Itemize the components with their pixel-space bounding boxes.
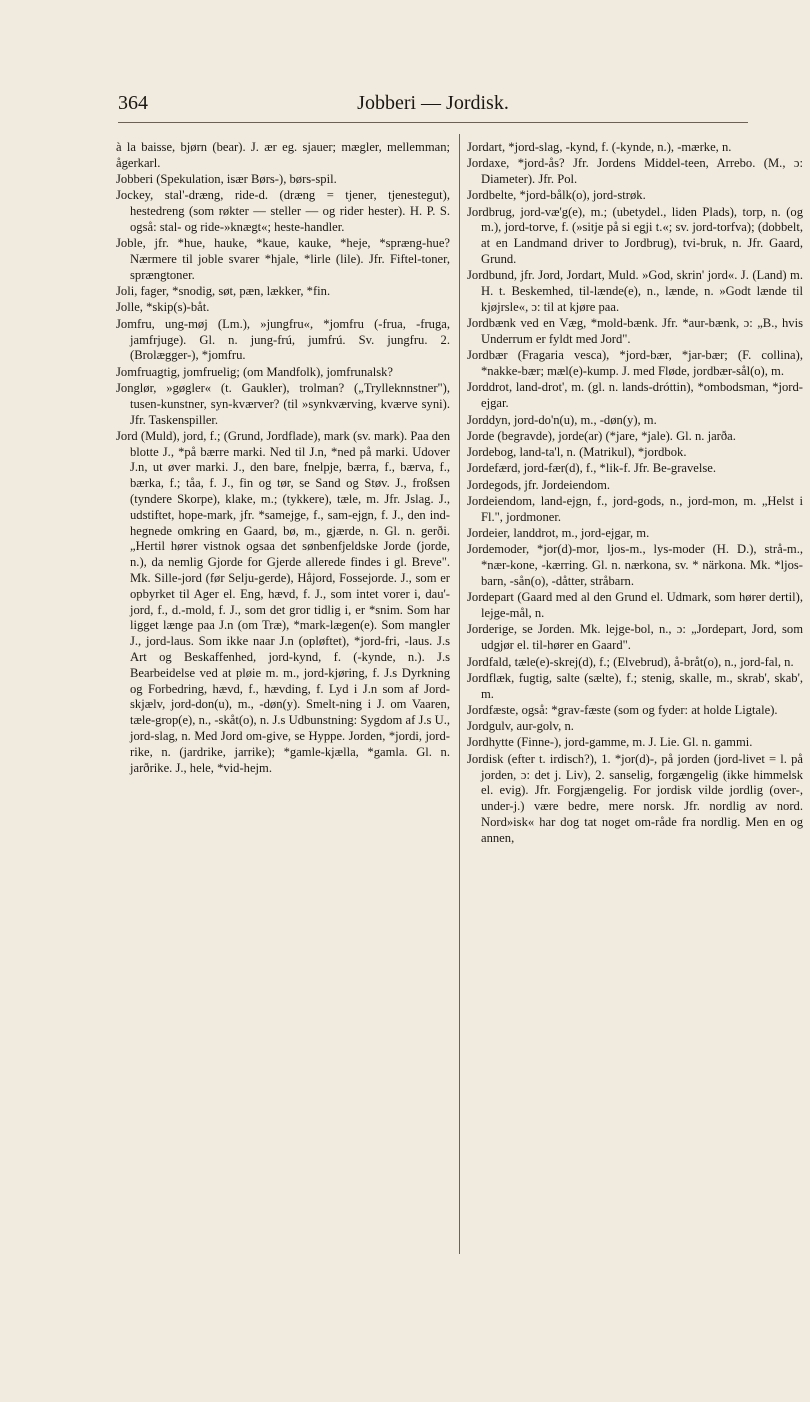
entry-jordflaek: Jordflæk, fugtig, salte (sælte), f.; stenig, skalle, m., skrab', skab', m. [467,670,803,701]
running-title: Jobberi — Jordisk. [357,92,509,114]
entry-jobberi: Jobberi (Spekulation, især Børs-), børs-spil. [116,172,337,187]
entry-jordgulv: Jordgulv, aur-golv, n. [467,719,574,734]
entry-jordart: Jordart, *jord-slag, -kynd, f. (-kynde, n.), -mærke, n. [467,140,732,154]
entry-jordeier: Jordeier, landdrot, m., jord-ejgar, m. [467,526,650,541]
entry-jomfruagtig: Jomfruagtig, jomfruelig; (om Mandfolk), jomfrunalsk? [116,364,394,379]
entry-text: à la baisse, bjørn (bear). J. ær eg. sjauer; mægler, mellemman; ågerkarl. [116,140,450,170]
entry-jockey: Jockey, stal'-dræng, ride-d. (dræng = tjener, tjenestegut), hestedreng (som røkter — steller — og rider hester). H. P. S. også: stal- og ride-»knægt«; heste-handler. [116,188,450,234]
left-column [116,140,450,777]
entry-jordaxe: Jordaxe, *jord-ås? Jfr. Jordens Middel-teen, Arrebo. (M., ɔ: Diameter). Jfr. Pol. [467,156,803,187]
entry-jordebog: Jordebog, land-ta'l, n. (Matrikul), *jordbok. [467,445,687,460]
entry-jorddyn: Jorddyn, jord-do'n(u), m., -døn(y), m. [467,412,657,427]
entry-jorddrot: Jorddrot, land-drot', m. (gl. n. lands-dróttin), *ombodsman, *jord-ejgar. [467,380,803,411]
entry-jordbaer: Jordbær (Fragaria vesca), *jord-bær, *jar-bær; (F. collina), *nakke-bær; mæl(e)-kump. J. med Fløde, jordbær-sål(o), m. [467,348,803,379]
entry-jord: Jord (Muld), jord, f.; (Grund, Jordflade), mark (sv. mark). Paa den blotte J., *på bærre marki. Ned til J.n, *ned på marki. Udover J.n, ut øver marki. J., den bare, fnelpje, bærra, f., bærva, f., bærka, f.; tåa, f. J., fin og tør, se Sand og Støv. J., froßsen (tyndere Skorpe), klake, m.; (tykkere), tæle, m. Jfr. Jslag. J., udstiftet, hope-mark, jfr. *samejge, f., sam-ejgn, f. J., den ind-hegnede omkring en Gaard, bø, m., gjærde, n. Gl. n. gerði. „Hertil hører vistnok ogsaa det sønbenfjeldske Jorde (jorde, n.), da nemlig Gjorde for Gjerde allerede findes i gl. Breve". Mk. Sille-jord (før Selju-gerde), Håjord, Fossejorde. J., som er opbyrket til Ager el. Eng, hævd, f. J., som intet vorer i, dau'-jord, f., d.-mold, f. J., som det gror tidlig i, er *snim. Som har ligget længe paa J.n (om Træ), *mark-lægen(e). Som mangler J., jord-laus. Som ikke naar J.n (opløftet), *jord-fri, -laus. J.s Art og Beskaffenhed, jord-kynd, f. (-kynde, n.). J.s Bearbeidelse ved at pløie m. m., jord-kjøring, f. J.s Dyrkning og Forbedring, hævd, f., hævding, f. Lyd i J.n som af Jord-skjælv, jord-don(u), m., -døn(y). Smelt-ning i J. om Vaaren, tæle-grop(e), n., -skåt(o), n. J.s Udbunstning: Sygdom af J.s U., jord-slag, n. Med Jord om-give, se Hyppe. Jorden, *jordi, jord-rike, n. (jardrike, jarrike); *gamle-kjælla, *gamla. Gl. n. jarðrike. J., hele, *vid-hejm. [116,428,450,775]
entry-jordemoder: Jordemoder, *jor(d)-mor, ljos-m., lys-moder (H. D.), strå-m., *nær-kone, -kærring. Gl. n. nærkona, sv. * närkona. Mk. *ljos-barn, -sån(o), -dåtter, stråbarn. [467,542,803,589]
entry-jonglor: Jonglør, »gøgler« (t. Gaukler), trolman? („Trylleknnstner"), tusen-kunstner, syn-kværver? (til »synkværving, kværve syni). Jfr. Taskenspiller. [116,380,450,427]
entry-jordbelte: Jordbelte, *jord-bålk(o), jord-strøk. [467,188,646,203]
entry-jordbrug: Jordbrug, jord-væ'g(e), m.; (ubetydel., liden Plads), torp, n. (og m.), jord-torve, f. (»sitje på si egji t.«; sv. jord-torfva); (dobbelt, at en Landmand driver to Jordbrug), tvi-bruk, n. Jfr. Gaard, Grund. [467,204,803,267]
column-divider [459,134,460,1254]
entry-jordfald: Jordfald, tæle(e)-skrej(d), f.; (Elvebrud), å-bråt(o), n., jord-fal, n. [467,654,794,669]
entry-jordeiendom: Jordeiendom, land-ejgn, f., jord-gods, n., jord-mon, m. „Helst i Fl.", jordmoner. [467,494,803,524]
entry-jordbund: Jordbund, jfr. Jord, Jordart, Muld. »God, skrin' jord«. J. (Land) m. H. t. Beskemhed, til-lænde(e), n., lænde, n. »Godt lænde til kjøjrsle«, ɔ: til at kjøre paa. [467,268,803,314]
entry-joble: Joble, jfr. *hue, hauke, *kaue, kauke, *heje, *spræng-hue? Nærmere til joble svarer *hjale, *lirle (lile). Jfr. Fiftel-toner, sprængtoner. [116,236,450,282]
entry-jolle: Jolle, *skip(s)-båt. [116,300,210,315]
entry-jordbaenk: Jordbænk ved en Væg, *mold-bænk. Jfr. *aur-bænk, ɔ: „B., hvis Underrum er fyldt med Jord". [467,316,803,347]
entry-jordepart: Jordepart (Gaard med al den Grund el. Udmark, som hører dertil), lejge-mål, n. [467,590,803,621]
entry-jordegods: Jordegods, jfr. Jordeiendom. [467,477,611,492]
entry-jorde: Jorde (begravde), jorde(ar) (*jare, *jale). Gl. n. jarða. [467,428,736,443]
page-header [118,88,748,123]
entry-jordfaeste: Jordfæste, også: *grav-fæste (som og fyder: at holde Ligtale). [467,702,778,717]
entry-jordefaerd: Jordefærd, jord-fær(d), f., *lik-f. Jfr. Be-gravelse. [467,461,717,476]
page-number: 364 [118,92,148,114]
right-column [467,140,803,847]
entry-joli: Joli, fager, *snodig, søt, pæn, lækker, *fin. [116,284,331,299]
entry-jordhytte: Jordhytte (Finne-), jord-gamme, m. J. Lie. Gl. n. gammi. [467,735,753,750]
entry-jomfru: Jomfru, ung-møj (Lm.), »jungfru«, *jomfru (-frua, -fruga, jamfrjuge). Gl. n. jung-frú, jumfrú. Sv. jungfru. 2. (Brolægger-), *jomfru. [116,316,450,363]
entry-jorderige: Jorderige, se Jorden. Mk. lejge-bol, n., ɔ: „Jordepart, Jord, som udgjør el. til-hører en Gaard". [467,622,803,653]
entry-jordisk: Jordisk (efter t. irdisch?), 1. *jor(d)-, på jorden (jord-livet = l. på jorden, ɔ: det j. Liv), 2. sanselig, forgængelig (ikke himmelsk el. evig). Jfr. Forgjængelig. For jordisk vilde jordlig (over-, under-j.) være bedre, mere norsk. Jfr. nordlig av nord. Nord»isk« har dog tat noget om-råde fra nordlig. Men en og annen, [467,751,803,845]
